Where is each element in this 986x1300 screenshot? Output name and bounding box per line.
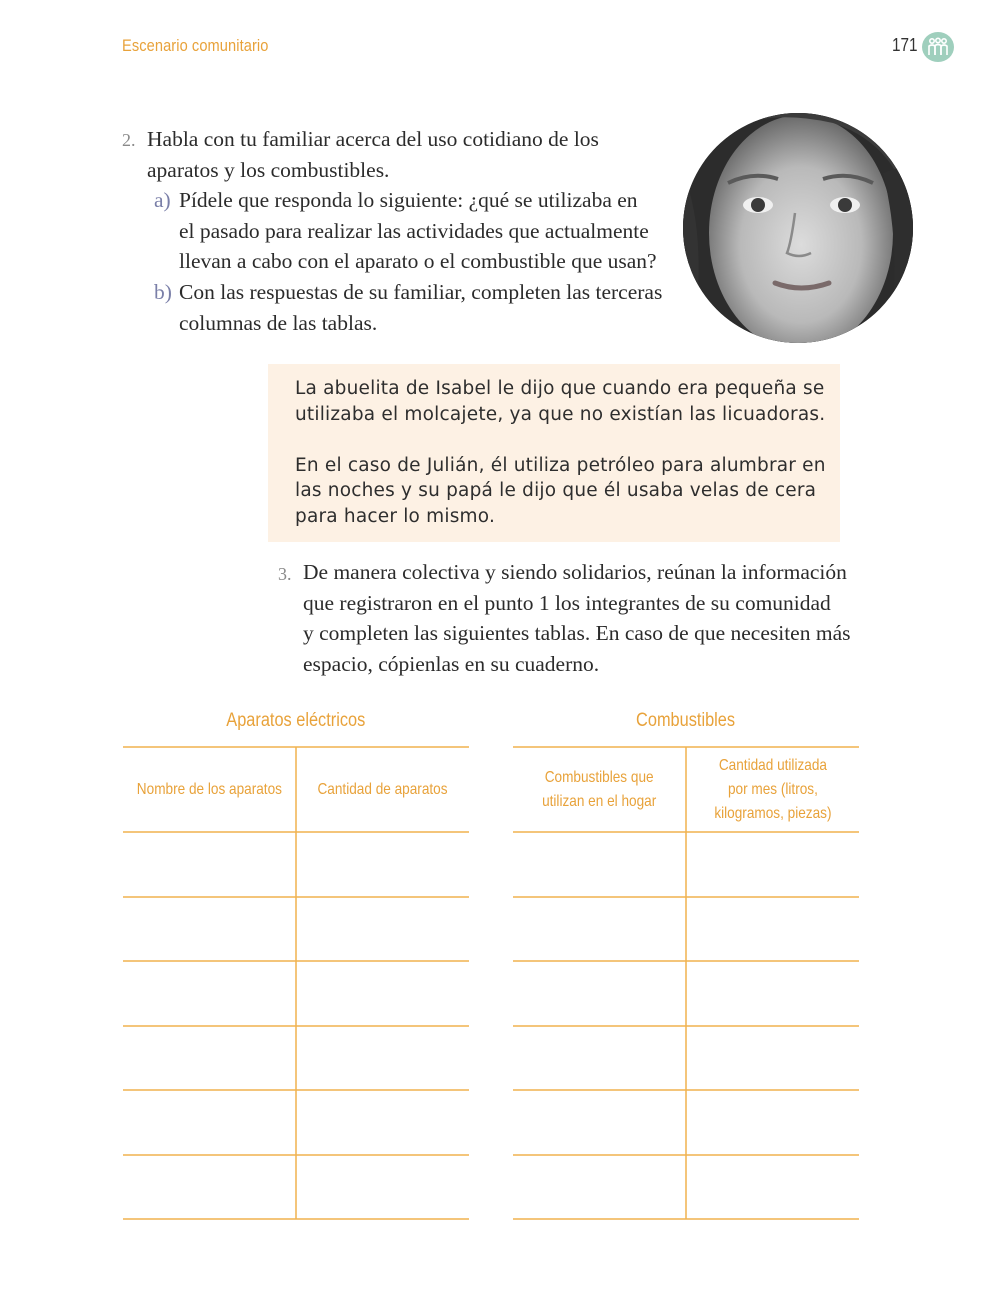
page-number: 171 xyxy=(892,35,918,55)
table-title-combustibles: Combustibles xyxy=(636,710,736,731)
note-line: para hacer lo mismo. xyxy=(295,505,496,527)
note-line: utilizaba el molcajete, ya que no existían las licuadoras. xyxy=(295,403,826,425)
question-number: 2. xyxy=(122,130,136,150)
column-header-combustibles-hogar: Combustibles que utilizan en el hogar xyxy=(542,769,657,810)
question-text: De manera colectiva y siendo solidarios, reúnan la información que registraron en el punto 1 los integrantes de su comunidad y completen las siguientes tablas. En caso de que necesiten más espacio, cópienlas en su cuaderno. xyxy=(303,560,851,676)
column-header-cantidad-utilizada: Cantidad utilizada por mes (litros, kilogramos, piezas) xyxy=(713,757,832,822)
column-header-nombre-aparatos: Nombre de los aparatos xyxy=(136,781,283,798)
note-line: La abuelita de Isabel le dijo que cuando era pequeña se xyxy=(295,378,825,399)
note-line: las noches y su papá le dijo que él usaba velas de cera xyxy=(295,480,817,501)
question-text: Habla con tu familiar acerca del uso cotidiano de los aparatos y los combustibles. xyxy=(147,127,599,182)
note-line: En el caso de Julián, él utiliza petróleo para alumbrar en xyxy=(295,454,826,476)
question-number: 3. xyxy=(278,564,292,584)
table-title-aparatos: Aparatos eléctricos xyxy=(226,710,366,731)
column-header-cantidad-aparatos: Cantidad de aparatos xyxy=(317,781,448,798)
section-title: Escenario comunitario xyxy=(122,36,269,55)
